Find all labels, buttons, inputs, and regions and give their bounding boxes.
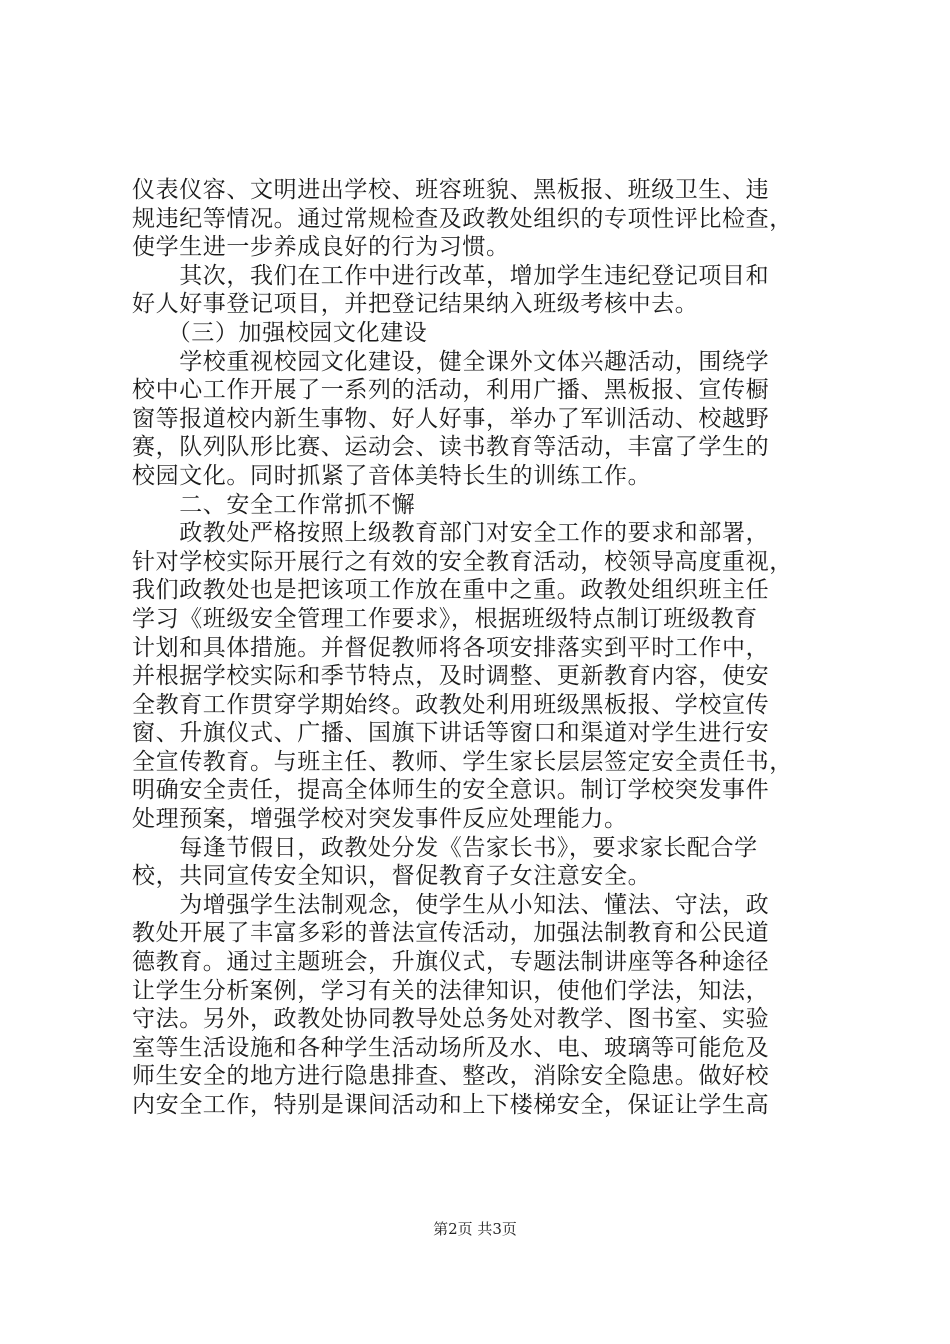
text-line: 校，共同宣传安全知识，督促教育子女注意安全。 [132,863,652,890]
text-line: 学习《班级安全管理工作要求》，根据班级特点制订班级教育 [132,605,758,632]
document-body [132,176,832,1120]
text-line: 二、安全工作常抓不懈 [132,491,416,518]
text-line: 我们政教处也是把该项工作放在重中之重。政教处组织班主任 [132,577,770,604]
text-line: 室等生活设施和各种学生活动场所及水、电、玻璃等可能危及 [132,1034,770,1061]
text-line: 窗等报道校内新生事物、好人好事，举办了军训活动、校越野 [132,405,770,432]
text-line: 为增强学生法制观念，使学生从小知法、懂法、守法，政 [132,891,770,918]
text-line: 并根据学校实际和季节特点，及时调整、更新教育内容，使安 [132,663,770,690]
text-line: 内安全工作，特别是课间活动和上下楼梯安全，保证让学生高 [132,1092,770,1118]
text-line: 全宣传教育。与班主任、教师、学生家长层层签定安全责任书， [132,748,793,775]
text-line: 使学生进一步养成良好的行为习惯。 [132,234,510,261]
text-line: 规违纪等情况。通过常规检查及政教处组织的专项性评比检查， [132,205,793,232]
text-line: （三）加强校园文化建设 [132,319,428,346]
text-line: 明确安全责任，提高全体师生的安全意识。制订学校突发事件 [132,777,770,804]
text-line: 守法。另外，政教处协同教导处总务处对教学、图书室、实验 [132,1006,770,1033]
text-line: 教处开展了丰富多彩的普法宣传活动，加强法制教育和公民道 [132,920,770,947]
text-line: 赛，队列队形比赛、运动会、读书教育等活动，丰富了学生的 [132,434,770,461]
text-line: 其次，我们在工作中进行改革，增加学生违纪登记项目和 [132,262,770,289]
text-line: 让学生分析案例，学习有关的法律知识，使他们学法，知法， [132,977,770,1004]
text-line: 师生安全的地方进行隐患排查、整改，消除安全隐患。做好校 [132,1063,770,1090]
page-footer: 第2页 共3页 [433,1220,517,1238]
text-line: 每逢节假日，政教处分发《告家长书》，要求家长配合学 [132,834,758,861]
text-line: 仪表仪容、文明进出学校、班容班貌、黑板报、班级卫生、违 [132,177,770,203]
text-line: 学校重视校园文化建设，健全课外文体兴趣活动，围绕学 [132,348,770,375]
text-line: 针对学校实际开展行之有效的安全教育活动，校领导高度重视， [132,548,793,575]
text-line: 计划和具体措施。并督促教师将各项安排落实到平时工作中， [132,634,770,661]
text-line: 好人好事登记项目，并把登记结果纳入班级考核中去。 [132,291,699,318]
text-line: 全教育工作贯穿学期始终。政教处利用班级黑板报、学校宣传 [132,691,770,718]
text-line: 校中心工作开展了一系列的活动，利用广播、黑板报、宣传橱 [132,377,770,404]
text-line: 德教育。通过主题班会，升旗仪式，专题法制讲座等各种途径 [132,949,770,976]
text-line: 校园文化。同时抓紧了音体美特长生的训练工作。 [132,462,652,489]
text-line: 处理预案，增强学校对突发事件反应处理能力。 [132,806,628,833]
text-line: 政教处严格按照上级教育部门对安全工作的要求和部署， [132,520,770,547]
text-line: 窗、升旗仪式、广播、国旗下讲话等窗口和渠道对学生进行安 [132,720,770,747]
